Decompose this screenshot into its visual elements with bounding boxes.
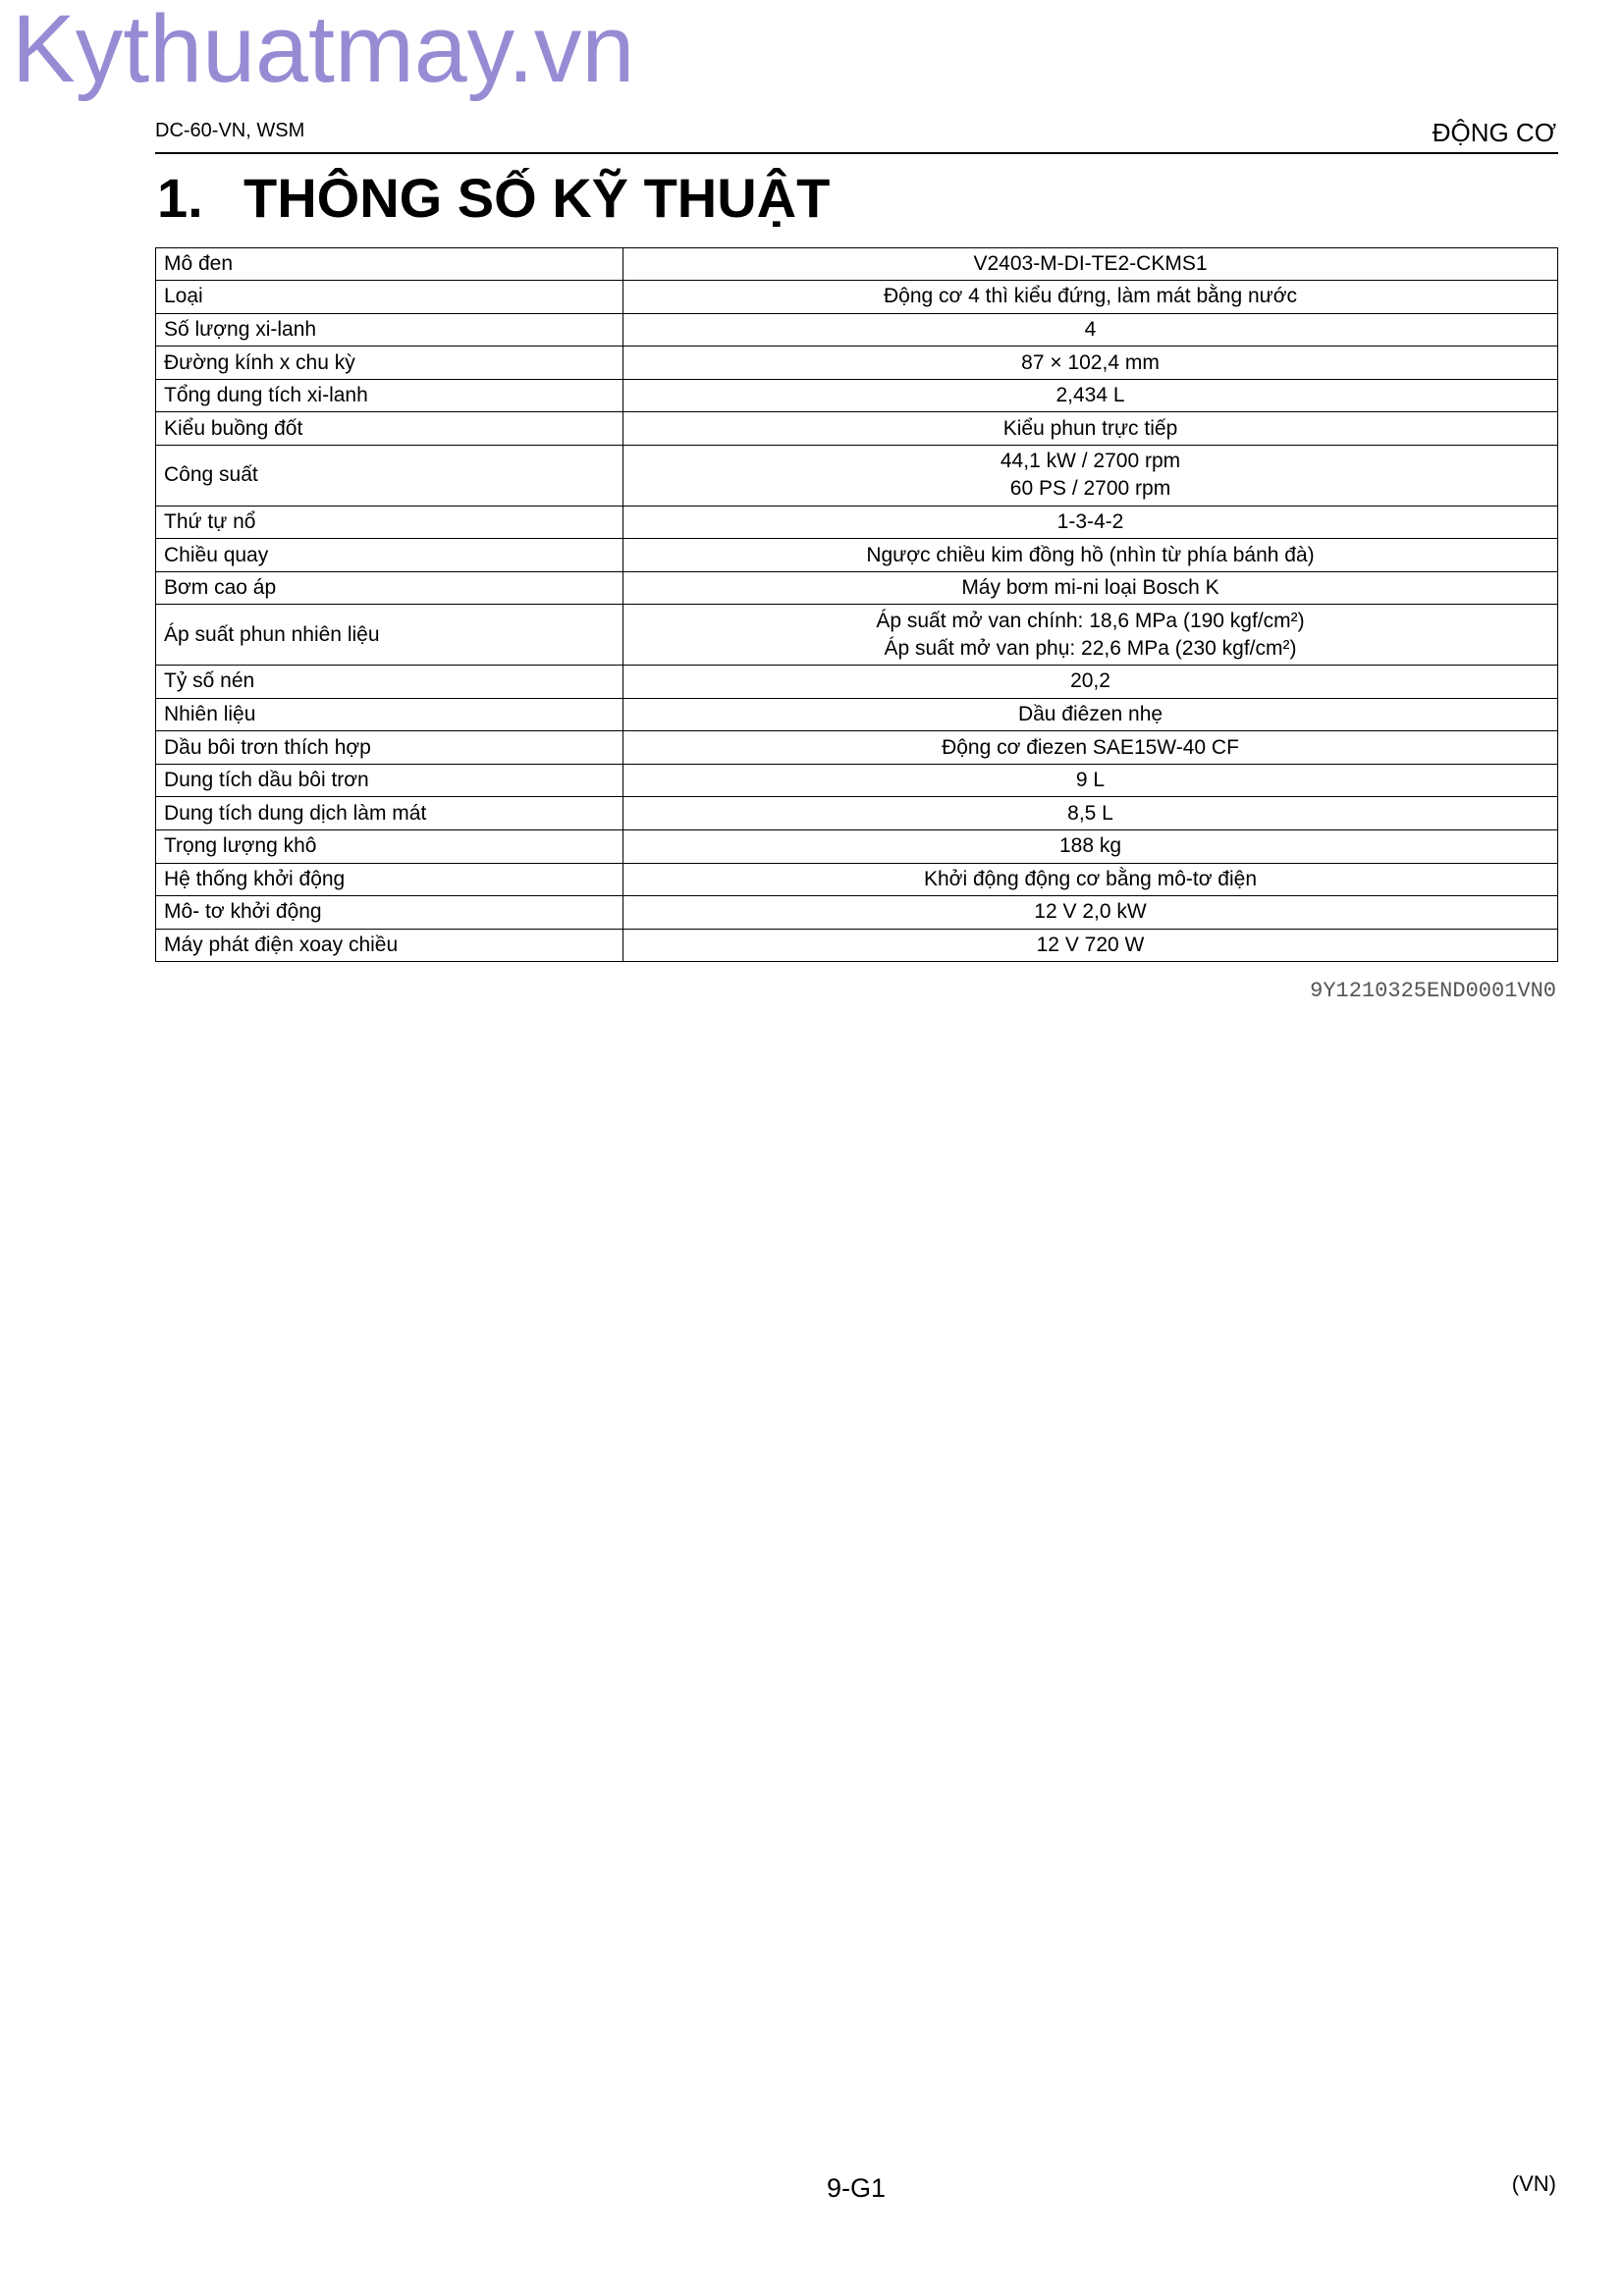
spec-label: Mô đen — [156, 248, 623, 280]
spec-row — [156, 538, 1557, 571]
spec-label: Đường kính x chu kỳ — [156, 347, 623, 379]
spec-value-line: V2403-M-DI-TE2-CKMS1 — [973, 252, 1208, 276]
spec-row — [156, 929, 1557, 962]
spec-label: Dầu bôi trơn thích hợp — [156, 731, 623, 764]
spec-value — [623, 731, 1557, 764]
spec-value-line: 4 — [1084, 317, 1097, 341]
spec-value — [623, 539, 1557, 571]
spec-value — [623, 314, 1557, 347]
spec-row — [156, 379, 1557, 412]
spec-value — [623, 605, 1557, 665]
spec-label: Tỷ số nén — [156, 666, 623, 698]
spec-row — [156, 506, 1557, 539]
spec-value-line: Động cơ 4 thì kiểu đứng, làm mát bằng nước — [883, 285, 1298, 308]
spec-value — [623, 765, 1557, 797]
spec-label: Thứ tự nổ — [156, 507, 623, 539]
spec-value-line: 12 V 2,0 kW — [1034, 900, 1147, 924]
spec-row — [156, 411, 1557, 445]
spec-value — [623, 930, 1557, 962]
spec-value-line: Áp suất mở van phụ: 22,6 MPa (230 kgf/cm²) — [884, 636, 1297, 660]
document-code: DC-60-VN, WSM — [155, 120, 305, 141]
spec-value-line: Ngược chiều kim đồng hồ (nhìn từ phía bánh đà) — [866, 543, 1315, 566]
spec-value — [623, 380, 1557, 412]
spec-label: Dung tích dầu bôi trơn — [156, 765, 623, 797]
spec-value-line: 8,5 L — [1067, 801, 1113, 825]
spec-value-line: 87 × 102,4 mm — [1021, 350, 1160, 374]
spec-value — [623, 507, 1557, 539]
spec-label: Trọng lượng khô — [156, 830, 623, 863]
spec-label: Nhiên liệu — [156, 699, 623, 731]
document-id-code: 9Y1210325END0001VN0 — [1310, 979, 1556, 1003]
spec-value-line: Dầu điêzen nhẹ — [1017, 702, 1163, 725]
spec-value-line: 1-3-4-2 — [1056, 509, 1124, 533]
spec-row — [156, 829, 1557, 863]
spec-value-line: 2,434 L — [1055, 384, 1125, 407]
spec-label: Bơm cao áp — [156, 572, 623, 605]
spec-value-line: 188 kg — [1058, 834, 1122, 858]
spec-row — [156, 604, 1557, 665]
spec-row — [156, 571, 1557, 605]
spec-value-line: Khởi động động cơ bằng mô-tơ điện — [923, 867, 1258, 890]
language-code: (VN) — [1511, 2171, 1556, 2196]
spec-value-line: Động cơ điezen SAE15W-40 CF — [942, 735, 1239, 759]
title-number: 1. — [157, 167, 203, 229]
section-name: ĐỘNG CƠ — [1432, 118, 1556, 147]
spec-value-line: 12 V 720 W — [1036, 934, 1145, 957]
spec-label: Công suất — [156, 446, 623, 506]
spec-value — [623, 699, 1557, 731]
spec-label: Loại — [156, 281, 623, 313]
spec-label: Kiểu buồng đốt — [156, 412, 623, 445]
page-number: 9-G1 — [826, 2173, 887, 2203]
spec-value — [623, 412, 1557, 445]
spec-label: Hệ thống khởi động — [156, 864, 623, 896]
spec-row — [156, 863, 1557, 896]
spec-label: Áp suất phun nhiên liệu — [156, 605, 623, 665]
site-watermark: Kythuatmay.vn — [12, 0, 635, 102]
spec-row — [156, 346, 1557, 379]
page-title: THÔNG SỐ KỸ THUẬT — [243, 167, 831, 229]
spec-value-line: Máy bơm mi-ni loại Bosch K — [961, 576, 1219, 600]
spec-value — [623, 572, 1557, 605]
spec-value — [623, 347, 1557, 379]
spec-table — [155, 247, 1558, 962]
spec-row — [156, 764, 1557, 797]
spec-value-line: Áp suất mở van chính: 18,6 MPa (190 kgf/cm²) — [876, 609, 1305, 632]
spec-row — [156, 698, 1557, 731]
spec-value — [623, 666, 1557, 698]
spec-row — [156, 248, 1557, 280]
spec-value-line: 9 L — [1075, 769, 1106, 792]
spec-label: Dung tích dung dịch làm mát — [156, 797, 623, 829]
spec-value — [623, 281, 1557, 313]
spec-value — [623, 248, 1557, 280]
spec-row — [156, 796, 1557, 829]
spec-value-line: 44,1 kW / 2700 rpm — [1000, 450, 1181, 473]
spec-value — [623, 797, 1557, 829]
spec-value — [623, 446, 1557, 506]
spec-value-line: 20,2 — [1070, 669, 1110, 693]
spec-row — [156, 895, 1557, 929]
spec-value-line: Kiểu phun trực tiếp — [1002, 416, 1178, 440]
spec-label: Chiều quay — [156, 539, 623, 571]
spec-row — [156, 665, 1557, 698]
spec-value — [623, 896, 1557, 929]
spec-label: Số lượng xi-lanh — [156, 314, 623, 347]
spec-row — [156, 445, 1557, 506]
header-rule — [155, 152, 1558, 154]
spec-label: Mô- tơ khởi động — [156, 896, 623, 929]
spec-value-line: 60 PS / 2700 rpm — [1009, 477, 1171, 501]
spec-row — [156, 280, 1557, 313]
spec-label: Tổng dung tích xi-lanh — [156, 380, 623, 412]
spec-row — [156, 313, 1557, 347]
spec-label: Máy phát điện xoay chiều — [156, 930, 623, 962]
spec-row — [156, 730, 1557, 764]
spec-value — [623, 864, 1557, 896]
spec-value — [623, 830, 1557, 863]
